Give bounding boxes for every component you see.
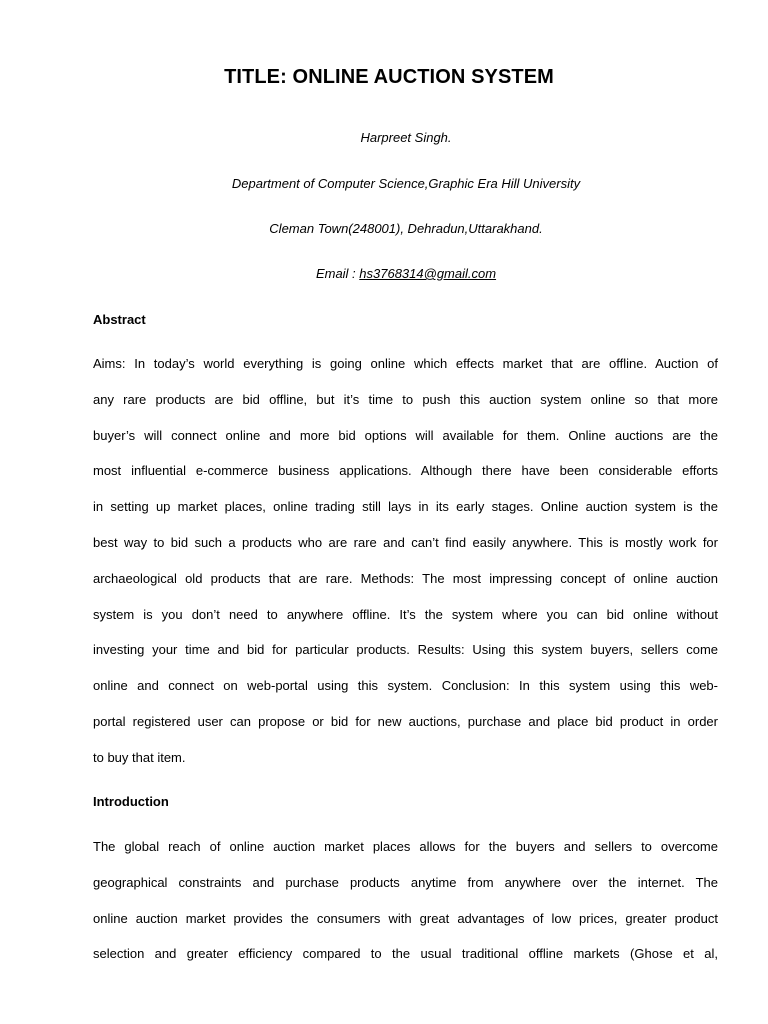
abstract-line: Aims: In today’s world everything is going online which effects market that are offline. Auction of: [93, 356, 718, 371]
abstract-line: any rare products are bid offline, but it’s time to push this auction system online so that more: [93, 391, 718, 407]
abstract-line: most influential e-commerce business applications. Although there have been considerable efforts: [93, 463, 718, 479]
email-label: Email :: [315, 266, 360, 281]
author-name: Harpreet Singh.: [360, 130, 452, 145]
author-address: Cleman Town(248001), Dehradun,Uttarakhand.: [269, 221, 543, 236]
introduction-line: online auction market provides the consumers with great advantages of low prices, greater product: [93, 910, 718, 926]
author-email-line: [0, 266, 768, 281]
abstract-line: best way to bid such a products who are rare and can’t find easily anywhere. This is mostly work for: [93, 534, 718, 550]
abstract-line: buyer’s will connect online and more bid options will available for them. Online auctions are the: [93, 427, 718, 443]
abstract-heading: Abstract: [93, 312, 146, 327]
abstract-body: [93, 346, 718, 776]
abstract-line: online and connect on web-portal using this system. Conclusion: In this system using this web-: [93, 678, 718, 694]
abstract-line: portal registered user can propose or bid for new auctions, purchase and place bid product in order: [93, 713, 718, 729]
author-department: Department of Computer Science,Graphic Era Hill University: [231, 176, 581, 191]
introduction-body: [93, 829, 718, 972]
email-link[interactable]: hs3768314@gmail.com: [359, 266, 497, 281]
introduction-line: geographical constraints and purchase products anytime from anywhere over the internet. The: [93, 874, 718, 890]
abstract-line: system is you don’t need to anywhere offline. It’s the system where you can bid online without: [93, 606, 718, 622]
paper-title: TITLE: ONLINE AUCTION SYSTEM: [224, 66, 554, 88]
introduction-line: The global reach of online auction market places allows for the buyers and sellers to overcome: [93, 839, 718, 854]
introduction-heading: Introduction: [93, 794, 169, 809]
abstract-line: archaeological old products that are rare. Methods: The most impressing concept of online auction: [93, 570, 718, 586]
introduction-line: selection and greater efficiency compared to the usual traditional offline markets (Ghose et al,: [93, 946, 718, 962]
abstract-line: in setting up market places, online trading still lays in its early stages. Online auction system is the: [93, 499, 718, 515]
abstract-line: investing your time and bid for particular products. Results: Using this system buyers, sellers come: [93, 642, 718, 658]
abstract-line: to buy that item.: [93, 749, 186, 765]
